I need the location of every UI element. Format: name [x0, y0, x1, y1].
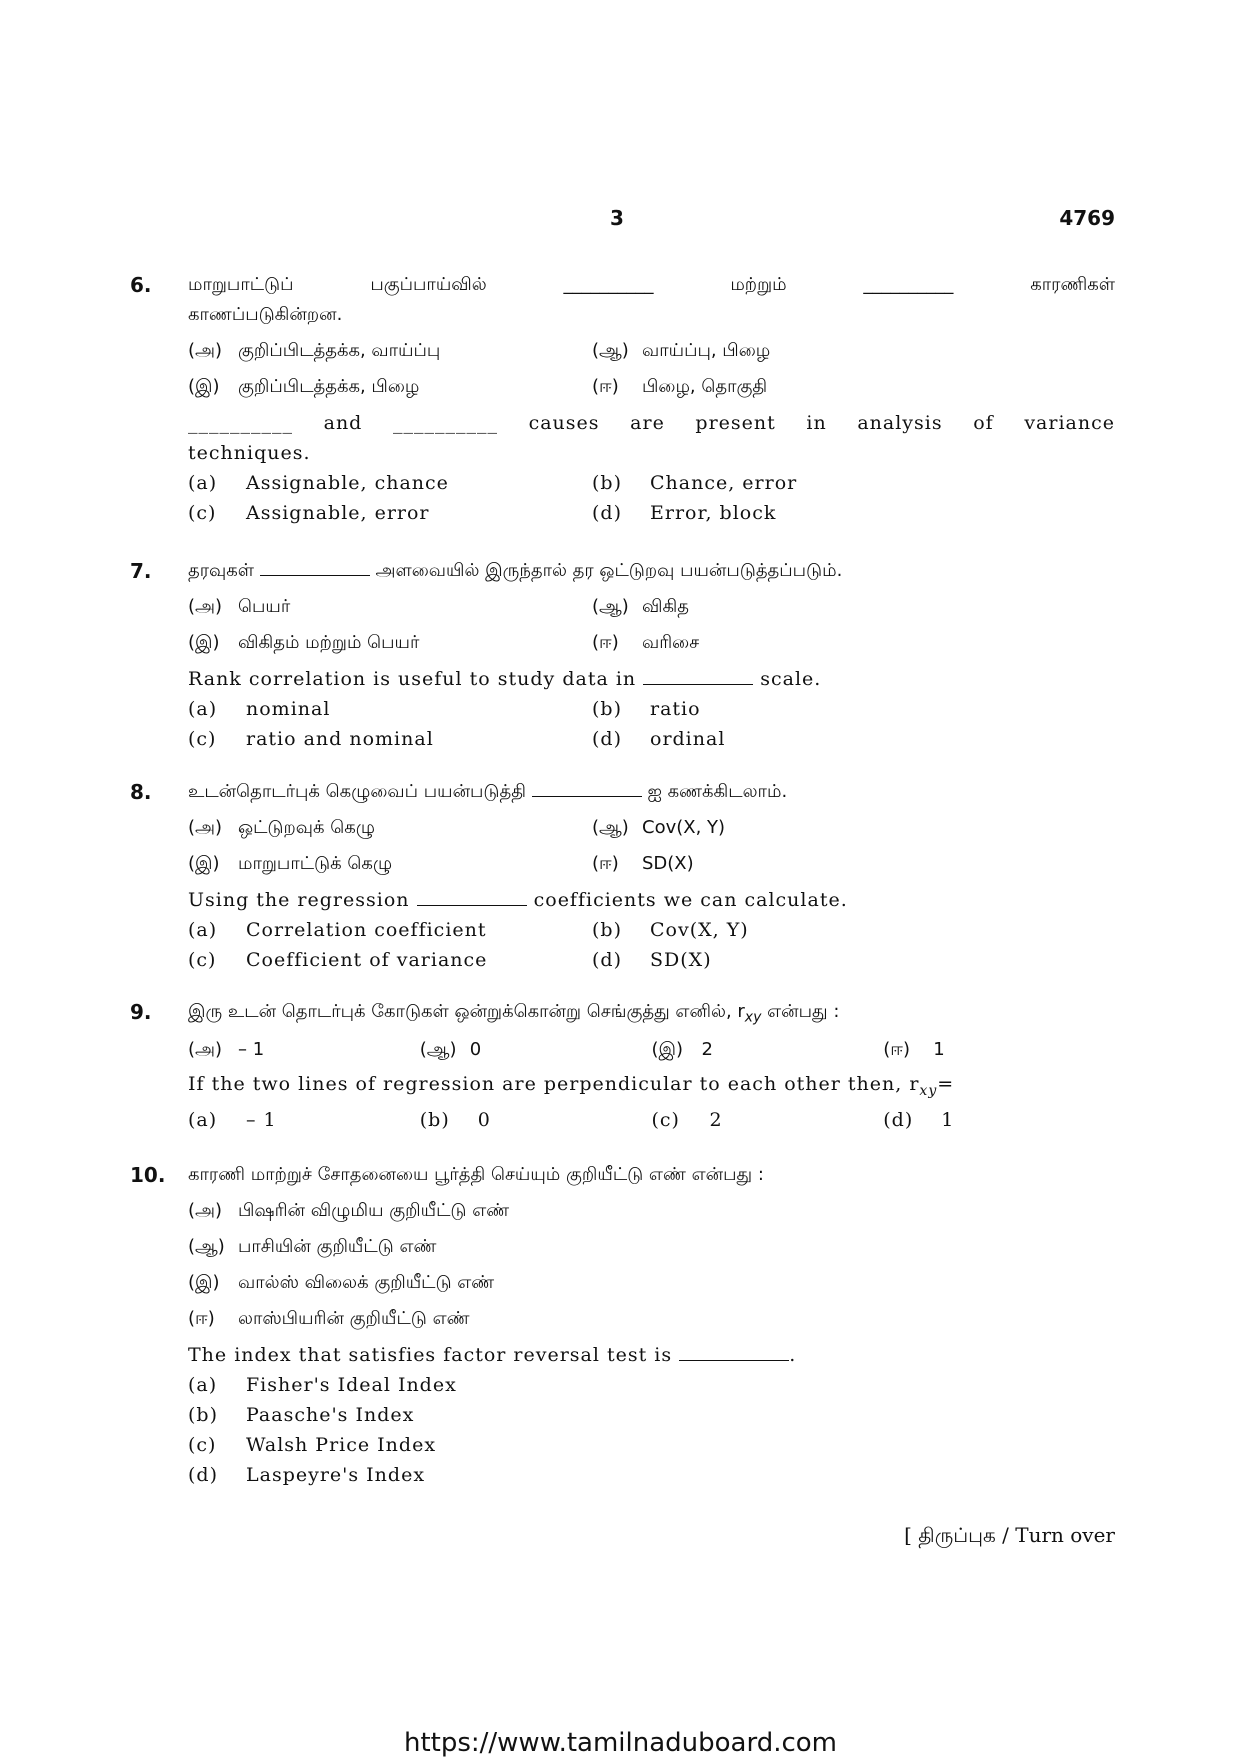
option-text: விகிதம் மற்றும் பெயர் [238, 632, 420, 653]
option-text: Assignable, error [246, 502, 430, 524]
page-number: 3 [610, 206, 624, 230]
option-text: Cov(X, Y) [650, 919, 749, 941]
turn-over-note: [ திருப்புக / Turn over [904, 1523, 1115, 1547]
option-label: (d) [883, 1109, 914, 1132]
english-stem: techniques. [188, 442, 311, 464]
option-label: (d) [592, 502, 622, 524]
option-text: 0 [477, 1109, 491, 1132]
question-number: 8. [130, 780, 152, 804]
question-number: 9. [130, 1000, 152, 1024]
option-label: (ஆ) [592, 817, 629, 838]
option-text: குறிப்பிடத்தக்க, பிழை [238, 376, 420, 397]
english-stem: Using the regression coefficients we can calculate. [188, 889, 848, 911]
option-label: (c) [188, 728, 217, 750]
option-text: வால்ஸ் விலைக் குறியீட்டு எண் [238, 1272, 495, 1293]
option-label: (c) [188, 1434, 217, 1456]
option-label: (b) [592, 698, 622, 720]
option-text: பிஷரின் விழுமிய குறியீட்டு எண் [238, 1200, 510, 1221]
english-stem: If the two lines of regression are perpendicular to each other then, $r_{xy}=$ [188, 1072, 955, 1099]
option-label: (அ) [188, 340, 223, 361]
option-text: 2 [701, 1038, 713, 1060]
paper-code: 4769 [1059, 206, 1115, 230]
option-label: (c) [188, 949, 217, 971]
answer-blank [643, 666, 753, 685]
answer-blank [532, 778, 642, 797]
option-text: Correlation coefficient [246, 919, 487, 941]
option-text: ratio [650, 698, 701, 720]
option-label: (அ) [188, 596, 223, 617]
option-label: (இ) [188, 853, 220, 874]
option-text: 2 [709, 1109, 723, 1132]
option-label: (b) [592, 919, 622, 941]
option-text: SD(X) [642, 853, 694, 874]
english-stem: __________ and __________ causes are present in analysis of variance [188, 412, 1115, 434]
option-label: (ஆ) [188, 1236, 225, 1257]
option-label: (இ) [651, 1038, 684, 1060]
website-url: https://www.tamilnaduboard.com [403, 1728, 838, 1758]
tamil-stem: இரு உடன் தொடர்புக் கோடுகள் ஒன்றுக்கொன்று செங்குத்து எனில், $r_{xy}$ என்பது : [188, 1001, 840, 1026]
option-label: (இ) [188, 376, 220, 397]
tamil-stem: தரவுகள் அளவையில் இருந்தால் தர ஒட்டுறவு பயன்படுத்தப்படும். [188, 556, 1115, 586]
option-text: விகித [642, 596, 689, 617]
tamil-stem: மாறுபாட்டுப் பகுப்பாய்வில் __________ மற்றும் __________ காரணிகள் [188, 274, 1115, 295]
question-6 [130, 270, 1115, 528]
option-text: SD(X) [650, 949, 712, 971]
option-text: வரிசை [642, 632, 700, 653]
option-text: Laspeyre's Index [246, 1464, 426, 1486]
question-7 [130, 556, 1115, 754]
option-text: nominal [246, 698, 331, 720]
option-text: ஒட்டுறவுக் கெழு [238, 817, 375, 838]
question-9 [130, 997, 1115, 1135]
question-number: 7. [130, 559, 152, 583]
option-text: – 1 [246, 1109, 277, 1132]
tamil-stem: உடன்தொடர்புக் கெழுவைப் பயன்படுத்தி ஐ கணக்கிடலாம். [188, 777, 1115, 807]
option-text: பெயர் [238, 596, 291, 617]
option-label: (a) [188, 1109, 218, 1132]
option-text: Fisher's Ideal Index [246, 1374, 457, 1396]
option-label: (a) [188, 472, 218, 494]
option-label: (அ) [188, 1038, 223, 1060]
option-text: ordinal [650, 728, 726, 750]
option-text: Cov(X, Y) [642, 817, 726, 838]
option-text: லாஸ்பியரின் குறியீட்டு எண் [238, 1308, 470, 1329]
question-number: 6. [130, 273, 152, 297]
option-text: 1 [941, 1109, 955, 1132]
option-label: (ஈ) [592, 632, 619, 653]
option-text: 1 [933, 1038, 945, 1060]
question-8 [130, 777, 1115, 975]
option-text: ratio and nominal [246, 728, 434, 750]
option-text: வாய்ப்பு, பிழை [642, 340, 771, 361]
option-label: (ஆ) [592, 340, 629, 361]
option-label: (d) [188, 1464, 218, 1486]
option-label: (ஈ) [883, 1038, 910, 1060]
option-label: (d) [592, 728, 622, 750]
option-label: (c) [188, 502, 217, 524]
option-label: (c) [651, 1109, 680, 1132]
option-label: (ஈ) [592, 853, 619, 874]
tamil-stem: காரணி மாற்றுச் சோதனையை பூர்த்தி செய்யும் குறியீட்டு எண் என்பது : [188, 1164, 764, 1185]
option-label: (இ) [188, 1272, 220, 1293]
option-text: Assignable, chance [246, 472, 449, 494]
tamil-stem: காணப்படுகின்றன. [188, 304, 343, 325]
question-number: 10. [130, 1163, 166, 1187]
option-text: 0 [469, 1038, 482, 1060]
option-label: (ஈ) [592, 376, 619, 397]
english-stem: The index that satisfies factor reversal test is . [188, 1344, 797, 1366]
option-label: (ஈ) [188, 1308, 215, 1329]
option-label: (அ) [188, 817, 223, 838]
answer-blank [679, 1342, 789, 1361]
answer-blank [417, 887, 527, 906]
option-label: (a) [188, 698, 218, 720]
question-10 [130, 1160, 1115, 1490]
option-text: பிழை, தொகுதி [642, 376, 768, 397]
option-label: (ஆ) [592, 596, 629, 617]
option-text: Walsh Price Index [246, 1434, 437, 1456]
option-text: பாசியின் குறியீட்டு எண் [238, 1236, 437, 1257]
option-label: (a) [188, 919, 218, 941]
option-text: Chance, error [650, 472, 798, 494]
option-label: (d) [592, 949, 622, 971]
option-label: (b) [188, 1404, 218, 1426]
option-label: (b) [419, 1109, 450, 1132]
answer-blank [260, 557, 370, 576]
option-label: (a) [188, 1374, 218, 1396]
option-label: (அ) [188, 1200, 223, 1221]
option-label: (இ) [188, 632, 220, 653]
option-text: Paasche's Index [246, 1404, 415, 1426]
option-label: (b) [592, 472, 622, 494]
option-text: Coefficient of variance [246, 949, 488, 971]
option-text: – 1 [238, 1038, 265, 1060]
option-text: குறிப்பிடத்தக்க, வாய்ப்பு [238, 340, 441, 361]
option-text: Error, block [650, 502, 777, 524]
option-text: மாறுபாட்டுக் கெழு [238, 853, 393, 874]
english-stem: Rank correlation is useful to study data in scale. [188, 668, 822, 690]
option-label: (ஆ) [419, 1038, 457, 1060]
